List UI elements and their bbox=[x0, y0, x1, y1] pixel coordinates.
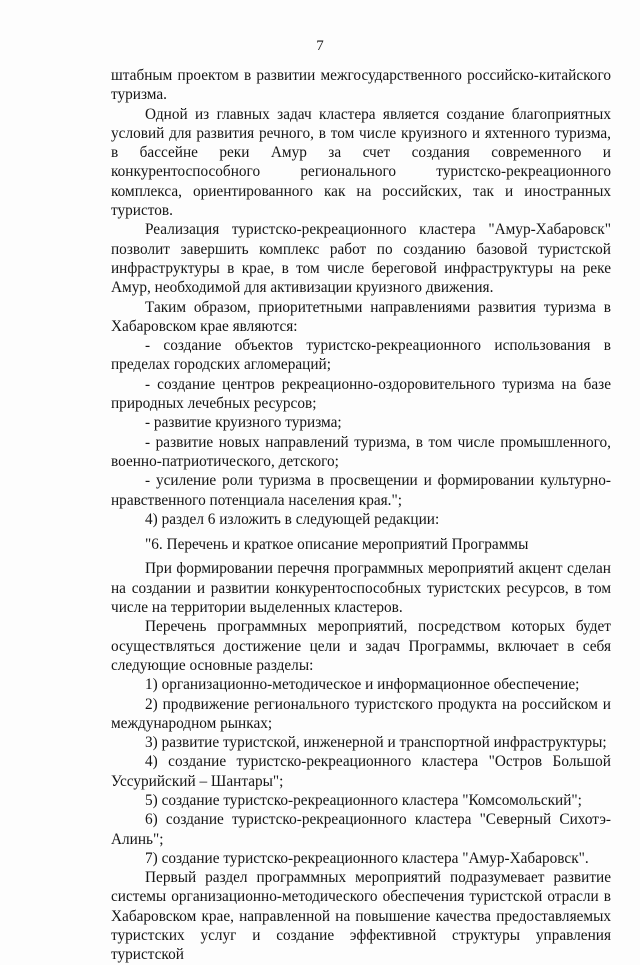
paragraph: - усиление роли туризма в просвещении и формировании культурно-нравственного потенциала населения края."; bbox=[111, 472, 611, 509]
paragraph: 3) развитие туристской, инженерной и транспортной инфраструктуры; bbox=[145, 734, 607, 752]
paragraph: Первый раздел программных мероприятий подразумевает развитие системы организационно-методического обеспечения туристской отрасли в Хабаровском крае, направленной на повышение качества предоставляемых туристских услуг и создание эффективной структуры управления туристской bbox=[111, 869, 611, 964]
page-number: 7 bbox=[316, 38, 324, 54]
paragraph: Таким образом, приоритетными направлениями развития туризма в Хабаровском крае являются: bbox=[111, 298, 611, 335]
paragraph: Одной из главных задач кластера является создание благоприятных условий для развития речного, в том числе круизного и яхтенного туризма, в бассейне реки Амур за счет создания современного и конкурентоспособного регионального туристско-рекреационного комплекса, ориентированного как на российских, так и иностранных туристов. bbox=[111, 105, 611, 220]
paragraph: 2) продвижение регионального туристского продукта на российском и международном рынках; bbox=[111, 695, 611, 732]
document-body bbox=[111, 66, 611, 965]
paragraph: 5) создание туристско-рекреационного кластера "Комсомольский"; bbox=[145, 791, 582, 809]
section-heading: "6. Перечень и краткое описание мероприятий Программы bbox=[145, 536, 529, 554]
paragraph: 4) раздел 6 изложить в следующей редакции: bbox=[145, 510, 440, 528]
paragraph: штабным проектом в развитии межгосударственного российско-китайского туризма. bbox=[111, 67, 611, 104]
paragraph: 1) организационно-методическое и информационное обеспечение; bbox=[145, 676, 580, 694]
paragraph: При формировании перечня программных мероприятий акцент сделан на создании и развитии конкурентоспособных туристских ресурсов, в том числе на территории выделенных кластеров. bbox=[111, 560, 611, 617]
paragraph: Перечень программных мероприятий, посредством которых будет осуществляться достижение цели и задач Программы, включает в себя следующие основные разделы: bbox=[111, 618, 611, 674]
paragraph: Реализация туристско-рекреационного кластера "Амур-Хабаровск" позволит завершить комплекс работ по созданию базовой туристской инфраструктуры в крае, в том числе береговой инфраструктуры на реке Амур, необходимой для активизации круизного движения. bbox=[111, 221, 611, 297]
paragraph: 7) создание туристско-рекреационного кластера "Амур-Хабаровск". bbox=[145, 849, 589, 867]
paragraph: - развитие круизного туризма; bbox=[145, 414, 342, 432]
paragraph: 4) создание туристско-рекреационного кластера "Остров Большой Уссурийский – Шантары"; bbox=[111, 753, 611, 790]
paragraph: - создание объектов туристско-рекреационного использования в пределах городских агломераций; bbox=[111, 337, 611, 374]
paragraph: - создание центров рекреационно-оздоровительного туризма на базе природных лечебных ресурсов; bbox=[111, 375, 611, 413]
paragraph: 6) создание туристско-рекреационного кластера "Северный Сихотэ-Алинь"; bbox=[111, 811, 611, 848]
paragraph: - развитие новых направлений туризма, в том числе промышленного, военно-патриотического, детского; bbox=[111, 433, 611, 470]
